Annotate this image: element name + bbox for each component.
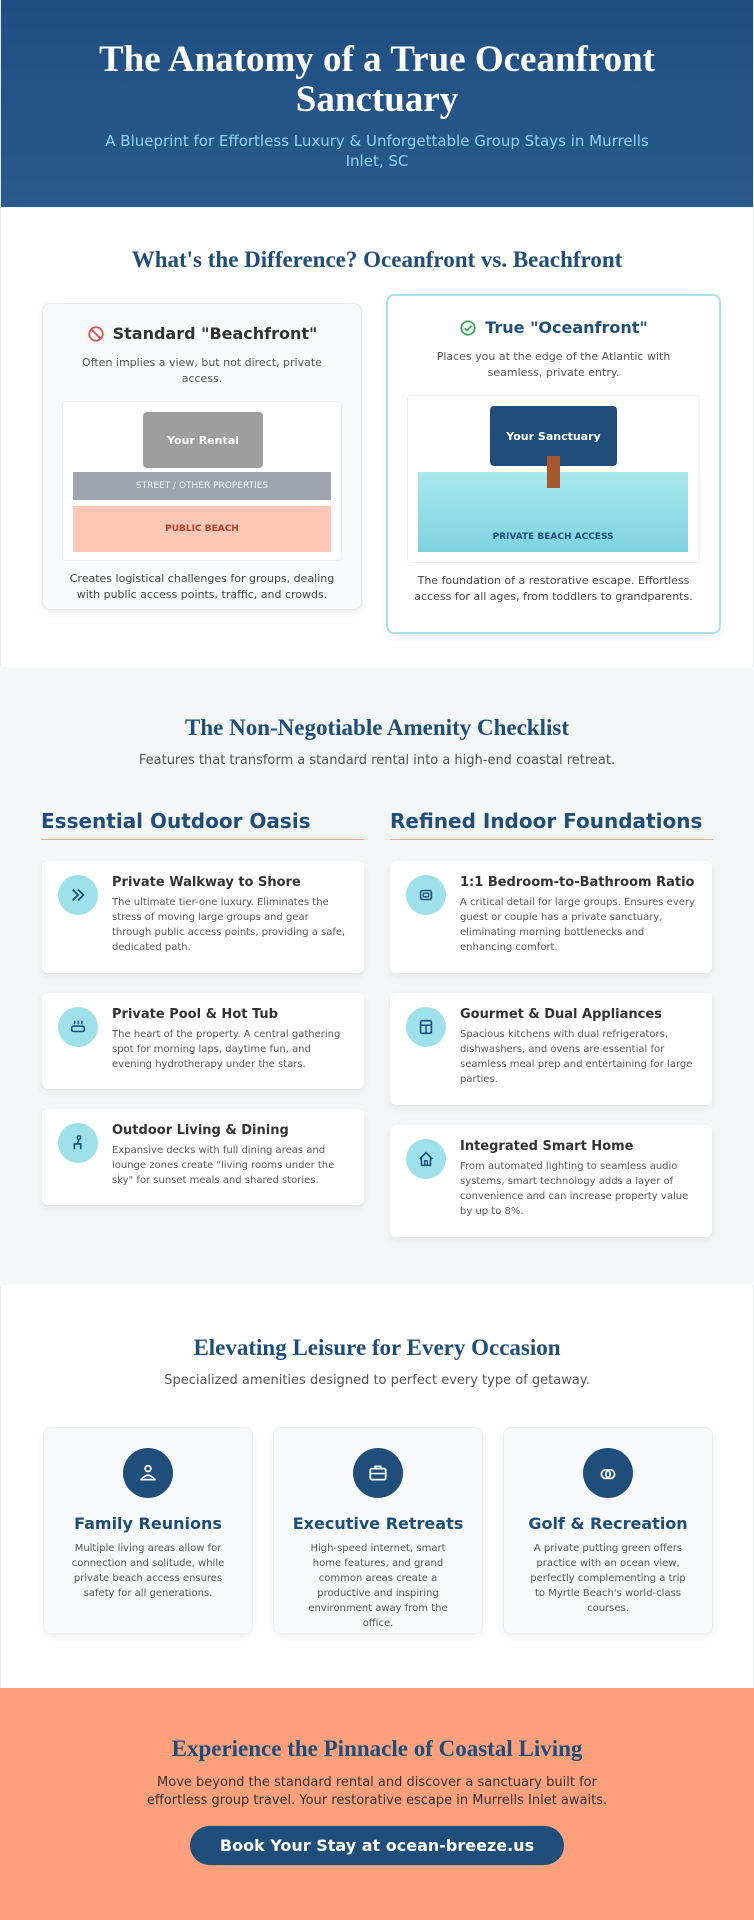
amenities-subtitle: Features that transform a standard rental into a high-end coastal retreat. bbox=[138, 753, 616, 768]
leisure-subtitle: Specialized amenities designed to perfect every type of getaway. bbox=[164, 1373, 590, 1388]
amenity-title: Outdoor Living & Dining bbox=[112, 1123, 289, 1138]
amenity-icon-wrap bbox=[406, 1139, 446, 1179]
leisure-card-title: Golf & Recreation bbox=[528, 1514, 688, 1533]
page-subtitle: A Blueprint for Effortless Luxury & Unforgettable Group Stays in Murrells Inlet, SC bbox=[105, 132, 649, 170]
leisure-card-golf bbox=[503, 1427, 713, 1634]
family-icon bbox=[137, 1462, 159, 1484]
smart-home-icon bbox=[417, 1150, 435, 1168]
beachfront-card bbox=[42, 303, 362, 610]
amenity-icon-wrap bbox=[58, 1123, 98, 1163]
beachfront-footer: Creates logistical challenges for groups, dealing with public access points, traffic, and crowds. bbox=[69, 572, 335, 601]
amenity-description: Spacious kitchens with dual refrigerators, dishwashers, and ovens are essential for seamless meal prep and entertaining for large parties. bbox=[460, 1029, 693, 1085]
amenity-description: Expansive decks with full dining areas and lounge zones create "living rooms under the sky" for sunset meals and shared stories. bbox=[112, 1145, 335, 1186]
leisure-icon-wrap bbox=[353, 1448, 403, 1498]
oceanfront-card bbox=[386, 294, 721, 634]
diagram-street-block: STREET / OTHER PROPERTIES bbox=[73, 472, 331, 500]
leisure-card-description: Multiple living areas allow for connection and solitude, while private beach access ensures safety for all generations. bbox=[71, 1543, 225, 1599]
leisure-card-title: Executive Retreats bbox=[292, 1514, 464, 1533]
amenity-title: Gourmet & Dual Appliances bbox=[460, 1007, 662, 1022]
leisure-card-family bbox=[43, 1427, 253, 1634]
amenity-icon-wrap bbox=[406, 875, 446, 915]
cta-title: Experience the Pinnacle of Coastal Living bbox=[171, 1736, 583, 1761]
amenity-title: Private Pool & Hot Tub bbox=[112, 1007, 278, 1022]
amenity-title: Private Walkway to Shore bbox=[112, 875, 301, 890]
amenity-description: From automated lighting to seamless audio systems, smart technology adds a layer of convenience and can increase property value by up to 8%. bbox=[460, 1161, 689, 1217]
leisure-card-description: A private putting green offers practice with an ocean view, perfectly complementing a trip to Myrtle Beach's world-class courses. bbox=[530, 1543, 686, 1614]
diagram-sanctuary-block: Your Sanctuary bbox=[490, 406, 617, 466]
beachfront-diagram bbox=[62, 401, 342, 561]
leisure-card-title: Family Reunions bbox=[74, 1514, 222, 1533]
outdoor-heading: Essential Outdoor Oasis bbox=[41, 809, 364, 840]
cta-section bbox=[0, 1688, 754, 1920]
amenity-card-pool bbox=[42, 993, 364, 1089]
difference-title: What's the Difference? Oceanfront vs. Beachfront bbox=[131, 247, 623, 272]
amenity-title: 1:1 Bedroom-to-Bathroom Ratio bbox=[460, 875, 695, 890]
beachfront-description: Often implies a view, but not direct, private access. bbox=[82, 356, 322, 385]
cta-text: Move beyond the standard rental and discover a sanctuary built for effortless group travel. Your restorative escape in Murrells Inlet awaits. bbox=[146, 1775, 608, 1808]
double-chevron-right-icon bbox=[69, 886, 87, 904]
check-circle-icon bbox=[459, 319, 477, 337]
diagram-rental-block: Your Rental bbox=[143, 412, 263, 468]
diagram-public-beach-block: PUBLIC BEACH bbox=[73, 506, 331, 552]
briefcase-icon bbox=[367, 1462, 389, 1484]
amenity-icon-wrap bbox=[406, 1007, 446, 1047]
leisure-icon-wrap bbox=[583, 1448, 633, 1498]
amenities-title: The Non-Negotiable Amenity Checklist bbox=[185, 715, 569, 740]
beachfront-card-title-row bbox=[43, 324, 361, 343]
leisure-section bbox=[0, 1285, 754, 1688]
amenity-card-bedroom-ratio bbox=[390, 861, 712, 973]
amenity-title: Integrated Smart Home bbox=[460, 1139, 634, 1154]
oceanfront-description: Places you at the edge of the Atlantic with seamless, private entry. bbox=[436, 350, 671, 379]
hot-tub-icon bbox=[69, 1018, 87, 1036]
indoor-heading: Refined Indoor Foundations bbox=[390, 809, 713, 840]
amenities-section bbox=[0, 667, 754, 1285]
amenity-card-smart-home bbox=[390, 1125, 712, 1237]
oceanfront-footer: The foundation of a restorative escape. Effortless access for all ages, from toddlers to grandparents. bbox=[414, 574, 693, 603]
leisure-card-executive bbox=[273, 1427, 483, 1634]
bed-bath-icon bbox=[417, 886, 435, 904]
diagram-private-beach-block: PRIVATE BEACH ACCESS bbox=[418, 472, 688, 552]
lounge-chair-icon bbox=[69, 1134, 87, 1152]
beachfront-title: Standard "Beachfront" bbox=[112, 324, 318, 343]
hero-header bbox=[0, 0, 754, 207]
difference-section bbox=[0, 207, 754, 667]
oceanfront-diagram bbox=[407, 395, 700, 563]
appliance-icon bbox=[417, 1018, 435, 1036]
book-stay-button[interactable]: Book Your Stay at ocean-breeze.us bbox=[190, 1826, 564, 1865]
leisure-card-description: High-speed internet, smart home features, and grand common areas create a productive and inspiring environment away from the office. bbox=[308, 1543, 448, 1629]
amenity-icon-wrap bbox=[58, 875, 98, 915]
amenity-card-walkway bbox=[42, 861, 364, 973]
golf-icon bbox=[597, 1462, 619, 1484]
amenity-description: The heart of the property. A central gathering spot for morning laps, daytime fun, and evening hydrotherapy under the stars. bbox=[112, 1029, 341, 1070]
leisure-icon-wrap bbox=[123, 1448, 173, 1498]
ban-icon bbox=[87, 325, 105, 343]
amenity-card-appliances bbox=[390, 993, 712, 1105]
amenity-description: A critical detail for large groups. Ensures every guest or couple has a private sanctuary, eliminating morning bottlenecks and enhancing comfort. bbox=[460, 897, 695, 953]
leisure-title: Elevating Leisure for Every Occasion bbox=[193, 1335, 561, 1360]
page-title: The Anatomy of a True Oceanfront Sanctuary bbox=[98, 39, 655, 120]
oceanfront-card-title-row bbox=[388, 318, 719, 337]
amenity-description: The ultimate tier-one luxury. Eliminates the stress of moving large groups and gear through public access points, providing a safe, dedicated path. bbox=[112, 897, 346, 953]
amenity-icon-wrap bbox=[58, 1007, 98, 1047]
diagram-private-path bbox=[547, 456, 560, 488]
oceanfront-title: True "Oceanfront" bbox=[485, 318, 648, 337]
amenity-card-outdoor-living bbox=[42, 1109, 364, 1205]
